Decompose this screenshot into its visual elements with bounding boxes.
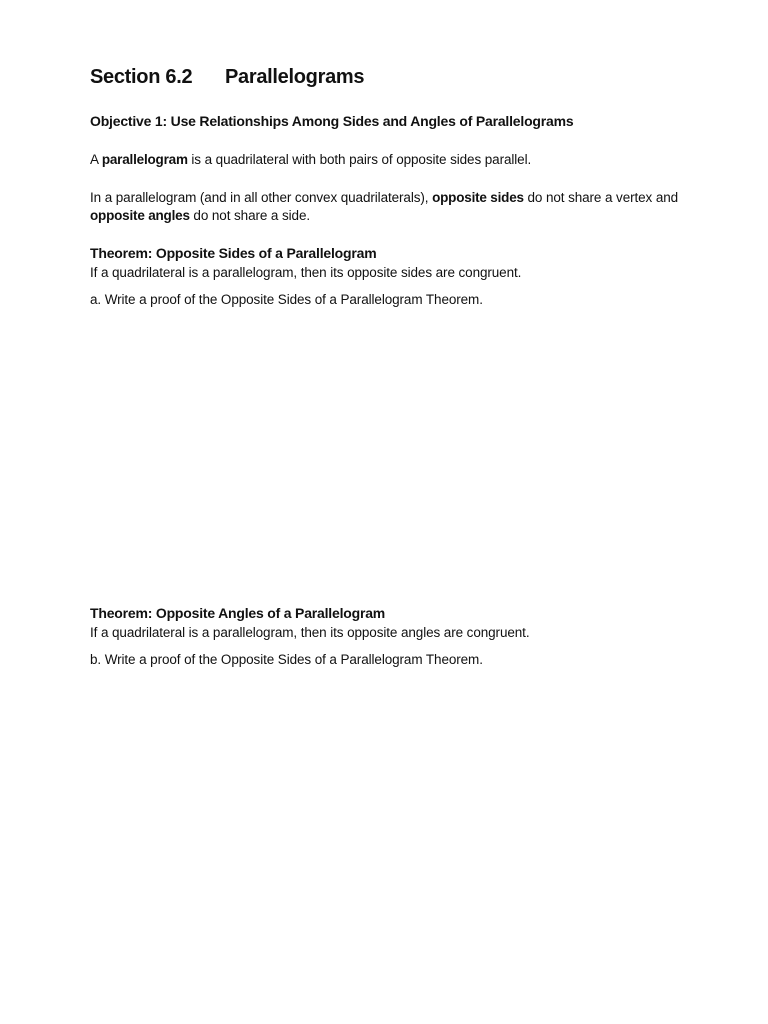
parallelogram-definition [90,151,531,169]
definition-prefix: A [90,152,102,167]
theorem-2-statement: If a quadrilateral is a parallelogram, then its opposite angles are congruent. [90,625,530,640]
term-opposite-angles: opposite angles [90,208,190,223]
section-heading [90,66,364,89]
theorem-1-title: Theorem: Opposite Sides of a Parallelogram [90,245,377,261]
proof-task-b: b. Write a proof of the Opposite Sides of a Parallelogram Theorem. [90,652,483,667]
section-number: Section 6.2 [90,66,193,88]
opposite-line-1 [90,189,678,207]
proof-task-a: a. Write a proof of the Opposite Sides of a Parallelogram Theorem. [90,292,483,307]
section-title: Parallelograms [225,66,365,88]
objective-heading: Objective 1: Use Relationships Among Sides and Angles of Parallelograms [90,113,574,129]
opposite-line-2-suffix: do not share a side. [189,208,311,223]
opposite-parts-paragraph [90,189,678,225]
opposite-line-1-prefix: In a parallelogram (and in all other convex quadrilaterals), [90,190,433,205]
term-opposite-sides: opposite sides [432,190,524,205]
theorem-2-title: Theorem: Opposite Angles of a Parallelogram [90,605,386,621]
opposite-line-1-suffix: do not share a vertex and [523,190,679,205]
definition-rest: is a quadrilateral with both pairs of opposite sides parallel. [187,152,532,167]
theorem-1-statement: If a quadrilateral is a parallelogram, then its opposite sides are congruent. [90,265,522,280]
proof-b-writing-space [90,678,690,978]
opposite-line-2 [90,207,678,225]
definition-term: parallelogram [101,152,188,167]
proof-a-writing-space [90,318,690,598]
